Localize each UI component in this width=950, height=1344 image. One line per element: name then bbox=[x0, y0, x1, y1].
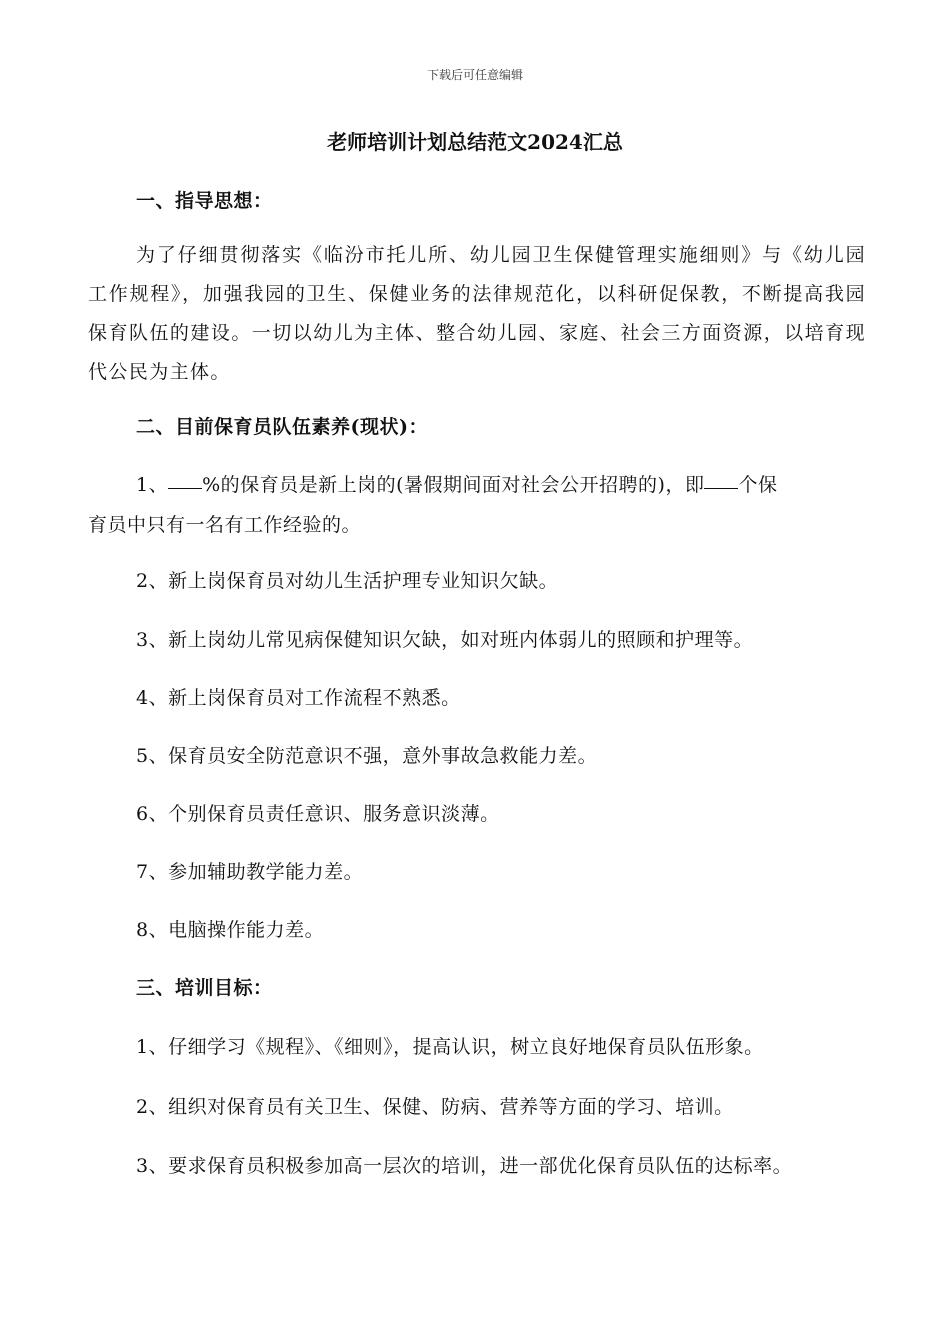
status-item-1-suffix: 个保 bbox=[738, 474, 778, 496]
blank-line-percent bbox=[168, 487, 202, 489]
goal-item-1: 1、仔细学习《规程》、《细则》，提高认识，树立良好地保育员队伍形象。 bbox=[136, 1036, 764, 1058]
status-item-8: 8、电脑操作能力差。 bbox=[136, 919, 325, 941]
status-item-7: 7、参加辅助教学能力差。 bbox=[136, 861, 364, 883]
goal-item-3: 3、要求保育员积极参加高一层次的培训，进一部优化保育员队伍的达标率。 bbox=[136, 1155, 793, 1177]
status-item-1-line-2: 育员中只有一名有工作经验的。 bbox=[88, 514, 362, 536]
status-item-1-middle: %的保育员是新上岗的(暑假期间面对社会公开招聘的)，即 bbox=[202, 474, 705, 496]
status-item-1-prefix: 1、 bbox=[136, 474, 169, 496]
status-item-4: 4、新上岗保育员对工作流程不熟悉。 bbox=[136, 687, 461, 709]
goal-item-2: 2、组织对保育员有关卫生、保健、防病、营养等方面的学习、培训。 bbox=[136, 1096, 734, 1118]
header-note: 下载后可任意编辑 bbox=[426, 68, 523, 82]
section-heading-current-status: 二、目前保育员队伍素养(现状)： bbox=[136, 416, 428, 438]
status-item-3: 3、新上岗幼儿常见病保健知识欠缺，如对班内体弱儿的照顾和护理等。 bbox=[136, 629, 754, 651]
section-heading-guiding-thought: 一、指导思想： bbox=[136, 190, 273, 212]
section-heading-training-goals: 三、培训目标： bbox=[136, 977, 273, 999]
blank-line-count bbox=[704, 487, 738, 489]
status-item-6: 6、个别保育员责任意识、服务意识淡薄。 bbox=[136, 803, 500, 825]
status-item-5: 5、保育员安全防范意识不强，意外事故急救能力差。 bbox=[136, 745, 598, 767]
document-title: 老师培训计划总结范文2024汇总 bbox=[327, 130, 623, 154]
paragraph-guiding-thought: 为了仔细贯彻落实《临汾市托儿所、幼儿园卫生保健管理实施细则》与《幼儿园工作规程》，加强我园的卫生、保健业务的法律规范化，以科研促保教，不断提高我园保育队伍的建设。一切以幼儿为主体、整合幼儿园、家庭、社会三方面资源，以培育现代公民为主体。 bbox=[88, 244, 866, 383]
status-item-1-line-1 bbox=[136, 470, 778, 497]
status-item-2: 2、新上岗保育员对幼儿生活护理专业知识欠缺。 bbox=[136, 570, 559, 592]
